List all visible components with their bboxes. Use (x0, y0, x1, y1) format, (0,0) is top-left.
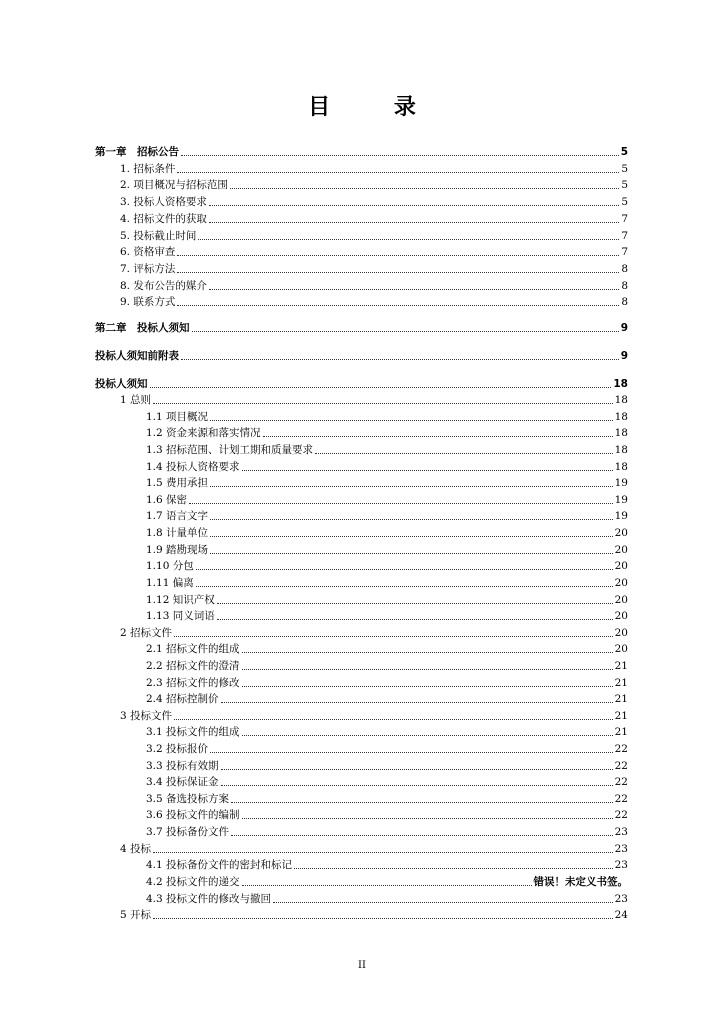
toc-title: 目 录 (308, 95, 444, 120)
toc-entry[interactable] (146, 574, 628, 590)
toc-entry-page: 23 (614, 893, 628, 905)
toc-entry-label: 1.2 资金来源和落实情况 (146, 427, 261, 439)
toc-entry[interactable] (120, 293, 628, 309)
toc-entry[interactable] (146, 674, 628, 690)
toc-entry-label: 2.4 招标控制价 (146, 693, 219, 705)
toc-dot-leader (210, 486, 613, 487)
toc-dot-leader (177, 272, 619, 273)
toc-entry-label: 4.3 投标文件的修改与撤回 (146, 893, 272, 905)
toc-entry-page: 20 (614, 594, 628, 606)
toc-dot-leader (177, 255, 619, 256)
toc-entry-label: 投标人须知 (95, 378, 148, 390)
toc-dot-leader (210, 752, 613, 753)
toc-entry-label: 3.6 投标文件的编制 (146, 809, 240, 821)
toc-entry[interactable] (95, 143, 628, 159)
toc-entry[interactable] (146, 856, 628, 872)
toc-entry[interactable] (120, 193, 628, 209)
toc-entry-page: 21 (614, 660, 628, 672)
toc-dot-leader (209, 222, 619, 223)
toc-entry-label: 1.13 同义词语 (146, 610, 215, 622)
toc-entry-page: 18 (614, 461, 628, 473)
toc-entry[interactable] (146, 773, 628, 789)
toc-dot-leader (242, 885, 532, 886)
toc-dot-leader (150, 387, 612, 388)
toc-dot-leader (209, 289, 619, 290)
toc-entry-label: 6. 资格审查 (120, 246, 176, 258)
toc-entry-page: 20 (614, 527, 628, 539)
toc-entry[interactable] (95, 375, 628, 391)
toc-entry-page: 8 (621, 263, 628, 275)
toc-entry-page: 19 (614, 494, 628, 506)
toc-entry[interactable] (146, 524, 628, 540)
toc-dot-leader (189, 503, 613, 504)
toc-entry[interactable] (146, 690, 628, 706)
toc-entry-label: 1.6 保密 (146, 494, 188, 506)
toc-entry-label: 3 投标文件 (120, 710, 173, 722)
toc-entry-page: 22 (614, 809, 628, 821)
toc-dot-leader (221, 785, 613, 786)
toc-entry-label: 1.11 偏离 (146, 577, 194, 589)
toc-entry-page: 错误！未定义书签。 (533, 876, 628, 888)
toc-entry-page: 5 (620, 146, 628, 158)
toc-entry-page: 5 (621, 163, 628, 175)
toc-entry[interactable] (146, 757, 628, 773)
toc-entry-label: 1.8 计量单位 (146, 527, 209, 539)
toc-entry-label: 1.10 分包 (146, 560, 194, 572)
toc-entry[interactable] (146, 890, 628, 906)
toc-entry-label: 1. 招标条件 (120, 163, 176, 175)
toc-dot-leader (230, 188, 619, 189)
toc-dot-leader (196, 569, 613, 570)
toc-entry-page: 22 (614, 743, 628, 755)
toc-dot-leader (242, 735, 613, 736)
toc-entry-page: 22 (614, 776, 628, 788)
toc-entry[interactable] (120, 210, 628, 226)
toc-entry-label: 2.1 招标文件的组成 (146, 643, 240, 655)
toc-dot-leader (217, 603, 613, 604)
toc-dot-leader (210, 519, 613, 520)
toc-entry-page: 20 (614, 560, 628, 572)
toc-dot-leader (174, 636, 613, 637)
toc-dot-leader (242, 652, 613, 653)
toc-entry[interactable] (120, 227, 628, 243)
toc-entry-page: 18 (614, 444, 628, 456)
toc-entry[interactable] (146, 657, 628, 673)
toc-entry-label: 3.1 投标文件的组成 (146, 726, 240, 738)
toc-entry-page: 20 (614, 643, 628, 655)
toc-entry[interactable] (146, 424, 628, 440)
toc-entry[interactable] (146, 740, 628, 756)
toc-dot-leader (242, 470, 613, 471)
toc-dot-leader (273, 902, 613, 903)
toc-entry-label: 1 总则 (120, 394, 152, 406)
toc-entry[interactable] (120, 176, 628, 192)
toc-entry-label: 3.4 投标保证金 (146, 776, 219, 788)
toc-dot-leader (315, 453, 613, 454)
toc-entry[interactable] (95, 347, 628, 363)
toc-entry-page: 7 (621, 246, 628, 258)
toc-entry[interactable] (146, 507, 628, 523)
toc-entry[interactable] (146, 806, 628, 822)
toc-dot-leader (174, 719, 613, 720)
toc-entry-label: 1.12 知识产权 (146, 594, 215, 606)
toc-entry-page: 18 (613, 378, 628, 390)
toc-entry[interactable] (146, 474, 628, 490)
toc-entry-page: 24 (614, 909, 628, 921)
toc-dot-leader (221, 702, 613, 703)
toc-entry-page: 7 (621, 213, 628, 225)
toc-dot-leader (181, 359, 619, 360)
toc-entry-label: 投标人须知前附表 (95, 350, 179, 362)
toc-entry-page: 21 (614, 677, 628, 689)
toc-entry[interactable] (146, 790, 628, 806)
toc-entry[interactable] (146, 640, 628, 656)
toc-entry[interactable] (146, 823, 628, 839)
toc-entry-label: 3.5 备选投标方案 (146, 793, 230, 805)
toc-dot-leader (177, 305, 619, 306)
toc-entry-page: 18 (614, 427, 628, 439)
toc-entry-page: 9 (620, 350, 628, 362)
toc-entry-page: 7 (621, 230, 628, 242)
toc-entry-page: 5 (621, 179, 628, 191)
toc-entry-label: 2. 项目概况与招标范围 (120, 179, 228, 191)
toc-dot-leader (210, 420, 613, 421)
toc-dot-leader (153, 403, 613, 404)
toc-entry-page: 22 (614, 760, 628, 772)
toc-entry-page: 8 (621, 280, 628, 292)
toc-entry-label: 第一章 招标公告 (95, 146, 179, 158)
toc-dot-leader (192, 331, 619, 332)
toc-entry-label: 1.3 招标范围、计划工期和质量要求 (146, 444, 314, 456)
toc-entry-label: 3.7 投标备份文件 (146, 826, 230, 838)
toc-entry[interactable] (120, 707, 628, 723)
toc-entry-page: 20 (614, 544, 628, 556)
toc-entry-page: 23 (614, 859, 628, 871)
toc-dot-leader (217, 619, 613, 620)
toc-entry-label: 第二章 投标人须知 (95, 322, 190, 334)
toc-dot-leader (177, 172, 619, 173)
toc-dot-leader (153, 852, 613, 853)
toc-entry-page: 20 (614, 627, 628, 639)
toc-dot-leader (242, 686, 613, 687)
toc-entry-page: 22 (614, 793, 628, 805)
toc-entry[interactable] (120, 160, 628, 176)
toc-entry-page: 20 (614, 577, 628, 589)
toc-entry[interactable] (146, 591, 628, 607)
toc-dot-leader (196, 586, 613, 587)
toc-entry[interactable] (146, 607, 628, 623)
toc-entry[interactable] (146, 441, 628, 457)
toc-entry-label: 7. 评标方法 (120, 263, 176, 275)
toc-entry-page: 23 (614, 826, 628, 838)
toc-entry-page: 19 (614, 510, 628, 522)
toc-entry[interactable] (120, 906, 628, 922)
toc-entry-label: 3.2 投标报价 (146, 743, 209, 755)
toc-entry-label: 4 投标 (120, 843, 152, 855)
toc-entry-label: 1.9 踏勘现场 (146, 544, 209, 556)
toc-entry[interactable] (95, 319, 628, 335)
toc-entry[interactable] (146, 557, 628, 573)
toc-entry-label: 2.3 招标文件的修改 (146, 677, 240, 689)
toc-entry-label: 1.1 项目概况 (146, 411, 209, 423)
toc-entry-page: 8 (621, 296, 628, 308)
toc-entry-label: 8. 发布公告的媒介 (120, 280, 207, 292)
toc-dot-leader (210, 553, 613, 554)
toc-entry-label: 9. 联系方式 (120, 296, 176, 308)
toc-dot-leader (294, 868, 613, 869)
toc-entry-label: 3. 投标人资格要求 (120, 196, 207, 208)
toc-entry-page: 19 (614, 477, 628, 489)
toc-dot-leader (210, 536, 613, 537)
toc-dot-leader (181, 155, 619, 156)
toc-entry[interactable] (120, 840, 628, 856)
toc-dot-leader (231, 835, 613, 836)
toc-entry[interactable] (146, 541, 628, 557)
toc-dot-leader (263, 436, 613, 437)
toc-entry-page: 23 (614, 843, 628, 855)
toc-entry-label: 4. 招标文件的获取 (120, 213, 207, 225)
toc-entry-label: 1.4 投标人资格要求 (146, 461, 240, 473)
toc-dot-leader (242, 669, 613, 670)
toc-entry[interactable] (146, 873, 628, 889)
toc-entry[interactable] (120, 277, 628, 293)
toc-entry[interactable] (146, 408, 628, 424)
toc-entry-label: 2.2 招标文件的澄清 (146, 660, 240, 672)
toc-entry-page: 20 (614, 610, 628, 622)
toc-entry-page: 9 (620, 322, 628, 334)
toc-entry[interactable] (146, 458, 628, 474)
toc-entry[interactable] (120, 624, 628, 640)
toc-entry-page: 5 (621, 196, 628, 208)
toc-entry-label: 5 开标 (120, 909, 152, 921)
toc-entry-label: 3.3 投标有效期 (146, 760, 219, 772)
toc-entry-page: 18 (614, 411, 628, 423)
toc-dot-leader (198, 239, 619, 240)
toc-entry-label: 4.1 投标备份文件的密封和标记 (146, 859, 293, 871)
toc-dot-leader (231, 802, 613, 803)
toc-entry[interactable] (120, 260, 628, 276)
toc-entry-label: 1.5 费用承担 (146, 477, 209, 489)
toc-entry-label: 4.2 投标文件的递交 (146, 876, 240, 888)
toc-entry-label: 2 招标文件 (120, 627, 173, 639)
toc-entry[interactable] (120, 243, 628, 259)
toc-dot-leader (153, 918, 613, 919)
toc-entry[interactable] (146, 491, 628, 507)
page-number-footer: II (358, 960, 366, 971)
toc-entry-label: 1.7 语言文字 (146, 510, 209, 522)
toc-entry[interactable] (146, 723, 628, 739)
toc-entry-page: 18 (614, 394, 628, 406)
toc-entry-page: 21 (614, 710, 628, 722)
toc-entry[interactable] (120, 391, 628, 407)
toc-dot-leader (221, 769, 613, 770)
toc-dot-leader (242, 818, 613, 819)
toc-entry-label: 5. 投标截止时间 (120, 230, 197, 242)
toc-dot-leader (209, 205, 619, 206)
toc-entry-page: 21 (614, 726, 628, 738)
toc-entry-page: 21 (614, 693, 628, 705)
